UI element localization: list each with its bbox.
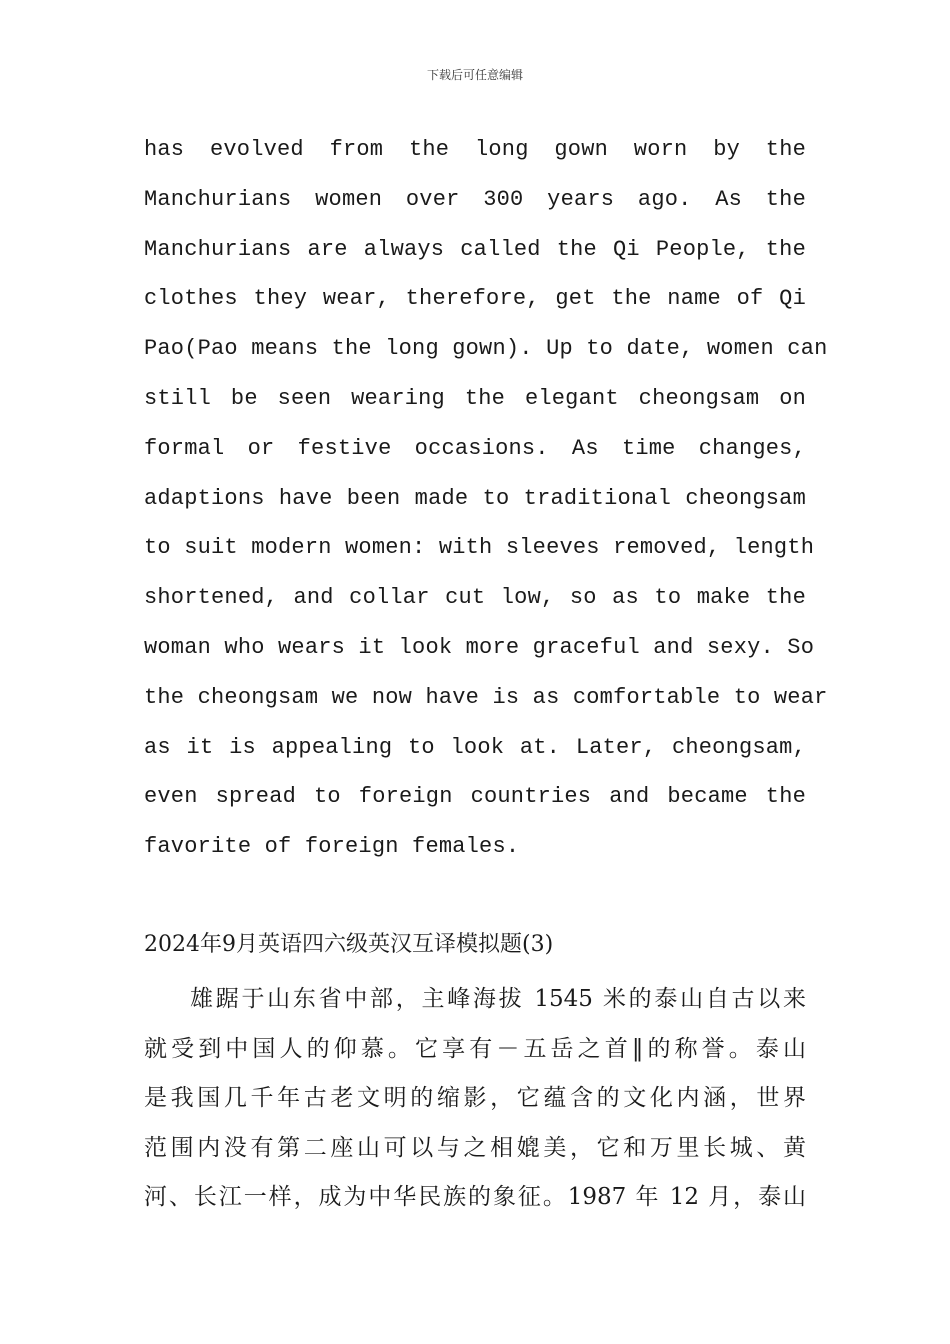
english-line: to suit modern women: with sleeves removed, length	[144, 535, 815, 561]
english-line: formal or festive occasions. As time changes,	[144, 435, 806, 461]
chinese-line: 是我国几千年古老文明的缩影，它蕴含的文化内涵，世界	[144, 1085, 806, 1111]
chinese-paragraph	[144, 975, 806, 1223]
chinese-line: 河、长江一样，成为中华民族的象征。1987 年 12 月，泰山	[144, 1184, 806, 1210]
english-line: Manchurians are always called the Qi People, the	[144, 236, 806, 262]
header-note: 下载后可任意编辑	[426, 68, 523, 82]
english-line: woman who wears it look more graceful and sexy. So	[144, 634, 815, 660]
english-line: clothes they wear, therefore, get the name of Qi	[144, 286, 806, 312]
english-line: Pao(Pao means the long gown). Up to date, women can	[144, 336, 828, 362]
english-line: adaptions have been made to traditional cheongsam	[144, 485, 806, 511]
chinese-line: 就受到中国人的仰慕。它享有－五岳之首‖的称誉。泰山	[144, 1035, 806, 1062]
english-line: as it is appealing to look at. Later, cheongsam,	[144, 734, 806, 760]
english-line: even spread to foreign countries and became the	[144, 784, 806, 810]
english-line: favorite of foreign females.	[144, 834, 520, 860]
section-title: 2024年9月英语四六级英汉互译模拟题(3)	[144, 932, 554, 957]
english-line: the cheongsam we now have is as comfortable to wear	[144, 684, 828, 710]
english-line: still be seen wearing the elegant cheongsam on	[144, 385, 806, 411]
english-paragraph	[144, 125, 828, 872]
english-line: has evolved from the long gown worn by the	[144, 137, 806, 162]
chinese-line: 雄踞于山东省中部，主峰海拔 1545 米的泰山自古以来	[190, 986, 806, 1012]
english-line: Manchurians women over 300 years ago. As the	[144, 186, 806, 212]
chinese-line: 范围内没有第二座山可以与之相媲美，它和万里长城、黄	[144, 1134, 806, 1161]
english-line: shortened, and collar cut low, so as to make the	[144, 585, 806, 611]
